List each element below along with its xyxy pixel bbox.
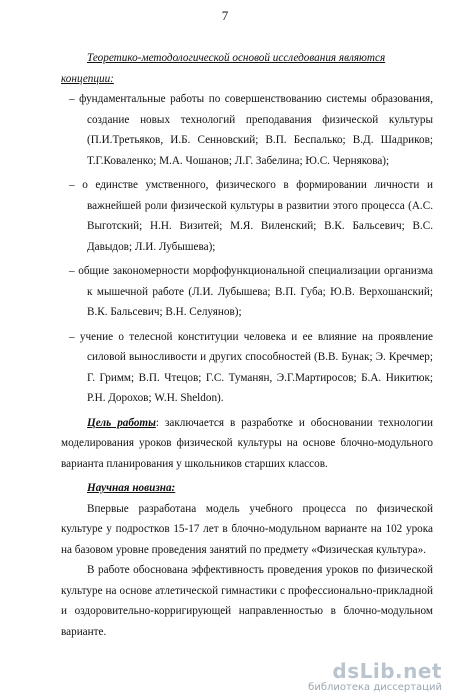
document-body — [61, 48, 433, 642]
list-item: – общие закономерности морфофункциональной специализации организма к мышечной работе (Л.И. Лубышева; В.П. Губа; Ю.В. Верхошанский; В.К. Бальсевич; В.Н. Селуянов); — [69, 265, 433, 318]
list-item: – фундаментальные работы по совершенствованию системы образования, создание новых технологий преподавания физической культуры (П.И.Третьяков, И.Б. Сенновский; В.П. Беспалько; В.Д. Шадриков; Т.Г.Коваленко; М.А. Чошанов; Л.Г. Забелина; Ю.С. Чернякова); — [69, 93, 433, 167]
list-item: – о единстве умственного, физического в формировании личности и важнейшей роли физической культуры в развитии этого процесса (А.С. Выготский; Н.Н. Визитей; М.Я. Виленский; В.К. Бальсевич; В.С. Давыдов; Л.И. Лубышева); — [69, 179, 433, 253]
watermark — [308, 660, 442, 694]
concepts-list — [61, 89, 433, 409]
goal-text: : заключается в разработке и обосновании технологии моделирования уроков физической культуры на основе блочно-модульного варианта планирования у школьников старших классов. — [61, 416, 433, 470]
goal-label: Цель работы — [87, 416, 156, 429]
goal-paragraph — [61, 413, 433, 475]
concepts-lead: Теоретико-методологической основой исследования являются концепции: — [61, 52, 386, 85]
novelty-paragraph: Впервые разработана модель учебного процесса по физической культуре у подростков 15-17 лет в блочно-модульном варианте на 102 урока на базовом уровне проведения занятий по предмету «Физическая культура». — [61, 502, 433, 556]
watermark-subtitle: библиотека диссертаций — [308, 682, 442, 693]
watermark-logo: dsLib.net — [332, 659, 442, 683]
list-item: – учение о телесной конституции человека и ее влияние на проявление силовой выносливости и других способностей (В.В. Бунак; Э. Кречмер; Г. Гримм; В.П. Чтецов; Г.С. Туманян, Э.Г.Мартиросов; Б.А. Никитюк; Р.Н. Дорохов; W.H. Sheldon). — [69, 330, 433, 404]
novelty-paragraph: В работе обоснована эффективность проведения уроков по физической культуре на основе атлетической гимнастики с профессионально-прикладной и оздоровительно-корригирующей направленностью в блочно-модульном варианте. — [61, 564, 433, 638]
novelty-heading: Научная новизна: — [87, 482, 176, 494]
page-number: 7 — [221, 8, 229, 23]
